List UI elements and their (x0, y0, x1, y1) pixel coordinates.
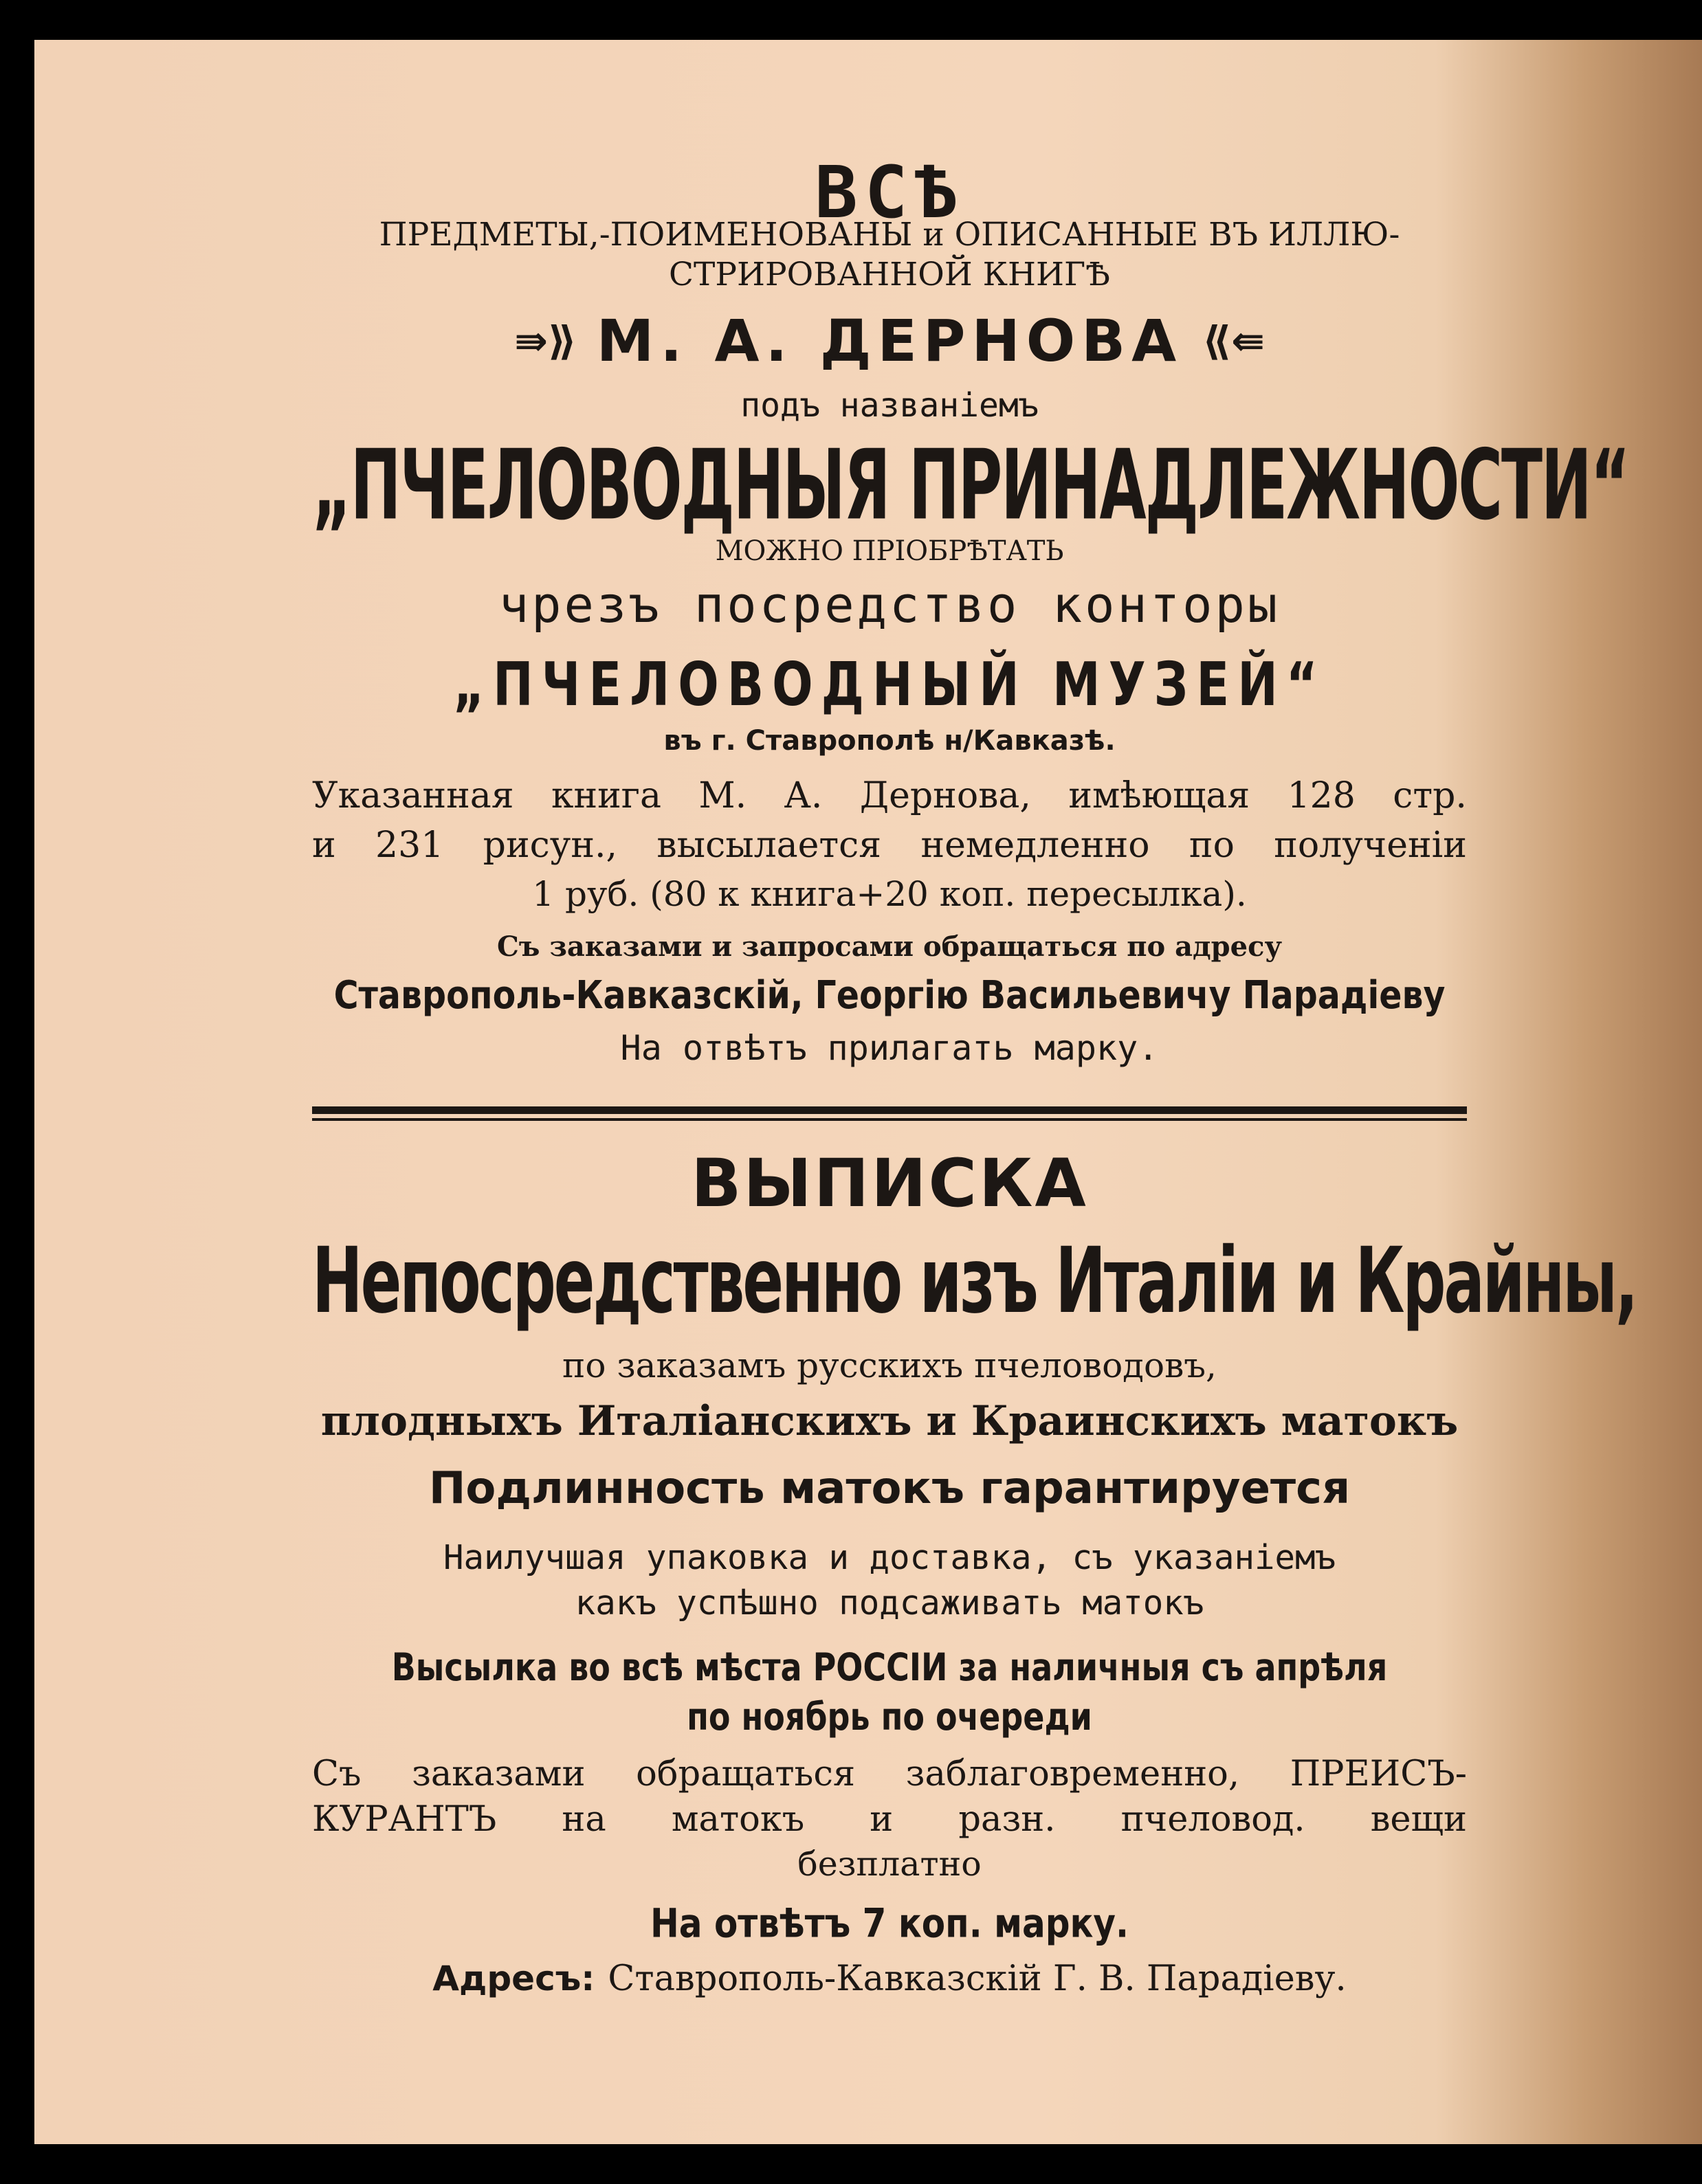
word: заблаговременно, (905, 1754, 1240, 1794)
ad1-address: Ставрополь-Кавказскій, Георгію Васильевичу Парадіеву (333, 972, 1446, 1018)
ad1-headline: ВСѢ (815, 151, 964, 234)
word: Съ (312, 1754, 362, 1794)
ad1-author-row (312, 307, 1467, 375)
ad2-advance-line2 (312, 1799, 1467, 1840)
ad1-author: М. А. ДЕРНОВА (596, 307, 1183, 375)
ad2-guarantee: Подлинность матокъ гарантируется (428, 1463, 1351, 1514)
ad1-under-title: подъ названіемъ (740, 386, 1039, 425)
ad2-reply: На отвѣтъ 7 коп. марку. (650, 1900, 1129, 1947)
ad1-line1: ПРЕДМЕТЫ,-ПОИМЕНОВАНЫ и ОПИСАННЫЕ ВЪ ИЛЛЮ- (379, 216, 1400, 254)
page-sheet (34, 40, 1702, 2144)
ad2-line1: по заказамъ русскихъ пчеловодовъ, (562, 1346, 1217, 1385)
ad1-can-buy: МОЖНО ПРІОБРѢТАТЬ (715, 535, 1064, 567)
word: матокъ (671, 1799, 805, 1840)
ad2-subhead: Непосредственно изъ Италіи и Крайны, (312, 1227, 1637, 1334)
word: 231 (375, 825, 444, 866)
ad2-shipping2: по ноябрь по очереди (687, 1694, 1092, 1739)
word: вещи (1370, 1799, 1467, 1840)
word: стр. (1393, 775, 1467, 816)
ad2-advance-line1 (312, 1754, 1467, 1794)
ad2-headline: ВЫПИСКА (691, 1145, 1088, 1222)
ornament-right-icon: ⟪⇚ (1202, 317, 1265, 364)
word: полученіи (1274, 825, 1467, 866)
ad1-desc-line1 (312, 775, 1467, 816)
ad2-packing: Наилучшая упаковка и доставка, съ указаніемъ (443, 1538, 1336, 1577)
divider-thin (312, 1118, 1467, 1121)
divider-thick (312, 1106, 1467, 1114)
word: Указанная (312, 775, 514, 816)
word: обращаться (636, 1754, 856, 1794)
word: на (562, 1799, 606, 1840)
ad1-city: въ г. Ставрополѣ н/Кавказѣ. (663, 725, 1116, 757)
ad1-desc-line2 (312, 825, 1467, 866)
word: заказами (412, 1754, 586, 1794)
ad2-shipping1: Высылка во всѣ мѣста РОССІИ за наличныя съ апрѣля (391, 1645, 1388, 1689)
word: и (870, 1799, 894, 1840)
ad1-line2: СТРИРОВАННОЙ КНИГѢ (669, 256, 1110, 293)
word: немедленно (920, 825, 1150, 866)
ad1-desc-line3: 1 руб. (80 к книга+20 коп. пересылка). (532, 874, 1247, 914)
ad2-line2: плодныхъ Италіанскихъ и Краинскихъ матокъ (320, 1397, 1459, 1445)
ad1-orders: Съ заказами и запросами обращаться по адресу (496, 931, 1283, 963)
ad1-office: „ПЧЕЛОВОДНЫЙ МУЗЕЙ“ (453, 649, 1326, 720)
word: и (312, 825, 336, 866)
word: имѣющая (1068, 775, 1250, 816)
ad1-via: чрезъ посредство конторы (498, 576, 1281, 634)
word: М. (698, 775, 747, 816)
ad2-packing2: какъ успѣшно подсаживать матокъ (575, 1583, 1204, 1623)
word: пчеловод. (1120, 1799, 1305, 1840)
ad1-stamp: На отвѣтъ прилагать марку. (620, 1028, 1159, 1068)
ad2-address-value: Ставрополь-Кавказскій Г. В. Парадіеву. (608, 1959, 1347, 1999)
word: А. (784, 775, 823, 816)
word: рисун., (483, 825, 618, 866)
ad1-book-title: „ПЧЕЛОВОДНЫЯ ПРИНАДЛЕЖНОСТИ“ (312, 428, 1629, 542)
word: по (1189, 825, 1235, 866)
word: 128 (1287, 775, 1356, 816)
word: высылается (656, 825, 882, 866)
word: Дернова, (859, 775, 1031, 816)
ad2-address-label: Адресъ: (432, 1959, 595, 1998)
word: КУРАНТЪ (312, 1799, 497, 1840)
ad2-address-row (312, 1959, 1467, 1999)
ad2-advance-line3: безплатно (797, 1845, 982, 1884)
ornament-left-icon: ⇛⟫ (514, 317, 577, 364)
word: разн. (958, 1799, 1056, 1840)
word: ПРЕИСЪ- (1290, 1754, 1467, 1794)
word: книга (551, 775, 662, 816)
